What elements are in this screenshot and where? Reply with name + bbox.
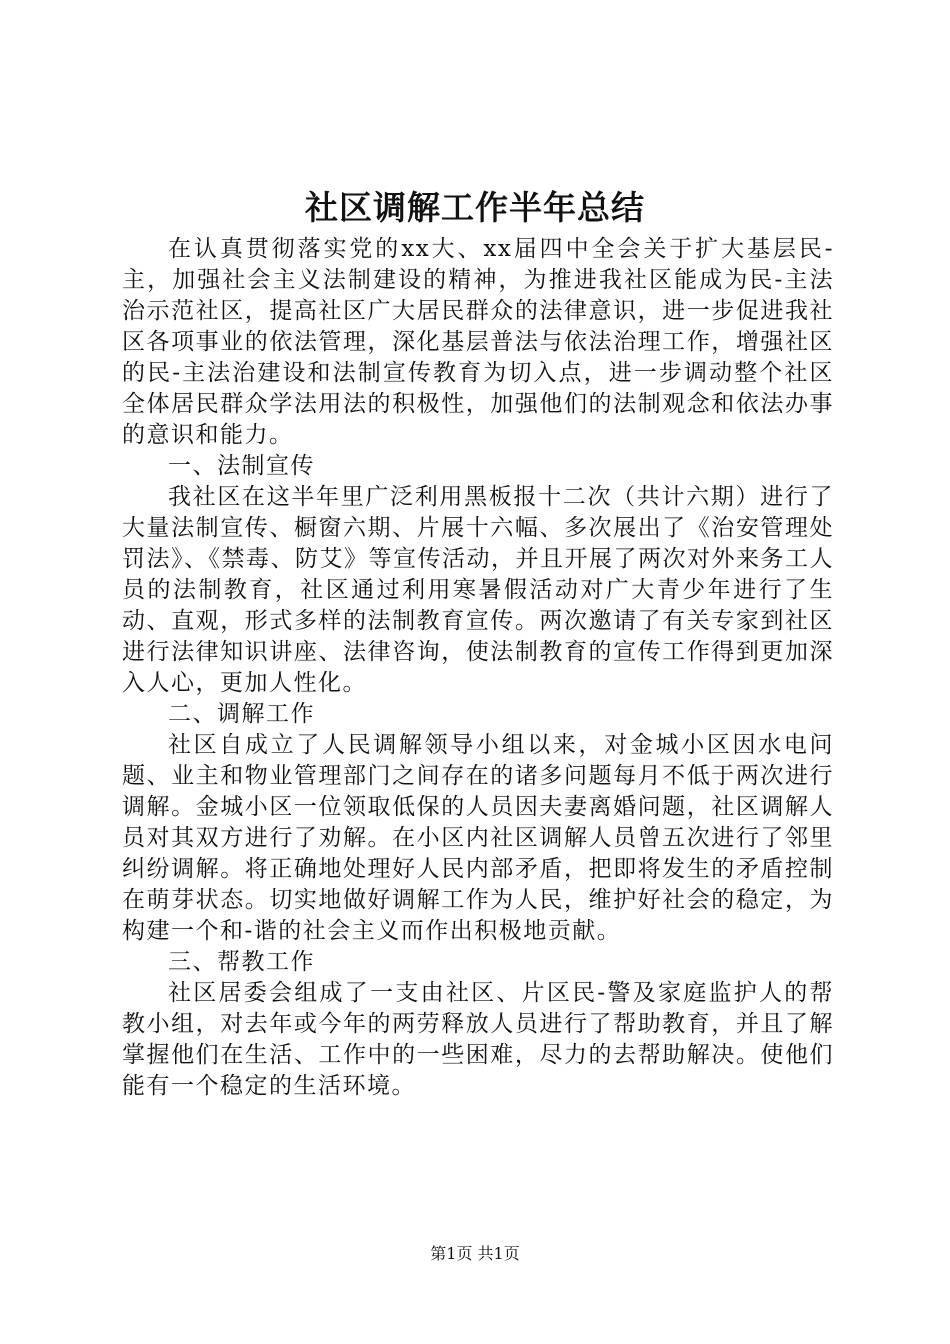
section-heading-assistance: 三、帮教工作	[168, 949, 315, 975]
section-paragraph-legal-publicity: 我社区在这半年里广泛利用黑板报十二次（共计六期）进行了大量法制宣传、橱窗六期、片展十六幅、多次展出了《治安管理处罚法》、《禁毒、防艾》等宣传活动，并且开展了两次对外来务工人员的法制教育，社区通过利用寒暑假活动对广大青少年进行了生动、直观，形式多样的法制教育宣传。两次邀请了有关专家到社区进行法律知识讲座、法律咨询，使法制教育的宣传工作得到更加深入人心，更加人性化。	[122, 484, 834, 696]
document-body	[122, 234, 834, 1102]
document-title: 社区调解工作半年总结	[305, 188, 645, 227]
section-heading-legal-publicity: 一、法制宣传	[168, 453, 315, 479]
intro-paragraph: 在认真贯彻落实党的xx大、xx届四中全会关于扩大基层民-主，加强社会主义法制建设的精神，为推进我社区能成为民-主法治示范社区，提高社区广大居民群众的法律意识，进一步促进我社区各项事业的依法管理，深化基层普法与依法治理工作，增强社区的民-主法治建设和法制宣传教育为切入点，进一步调动整个社区全体居民群众学法用法的积极性，加强他们的法制观念和依法办事的意识和能力。	[122, 236, 834, 448]
section-paragraph-assistance: 社区居委会组成了一支由社区、片区民-警及家庭监护人的帮教小组，对去年或今年的两劳释放人员进行了帮助教育，并且了解掌握他们在生活、工作中的一些困难，尽力的去帮助解决。使他们能有一个稳定的生活环境。	[122, 980, 834, 1099]
section-heading-mediation: 二、调解工作	[168, 701, 315, 727]
section-paragraph-mediation: 社区自成立了人民调解领导小组以来，对金城小区因水电问题、业主和物业管理部门之间存在的诸多问题每月不低于两次进行调解。金城小区一位领取低保的人员因夫妻离婚问题，社区调解人员对其双方进行了劝解。在小区内社区调解人员曾五次进行了邻里纠纷调解。将正确地处理好人民内部矛盾，把即将发生的矛盾控制在萌芽状态。切实地做好调解工作为人民，维护好社会的稳定，为构建一个和-谐的社会主义而作出积极地贡献。	[122, 732, 834, 944]
page-number-footer: 第1页 共1页	[430, 1244, 520, 1263]
